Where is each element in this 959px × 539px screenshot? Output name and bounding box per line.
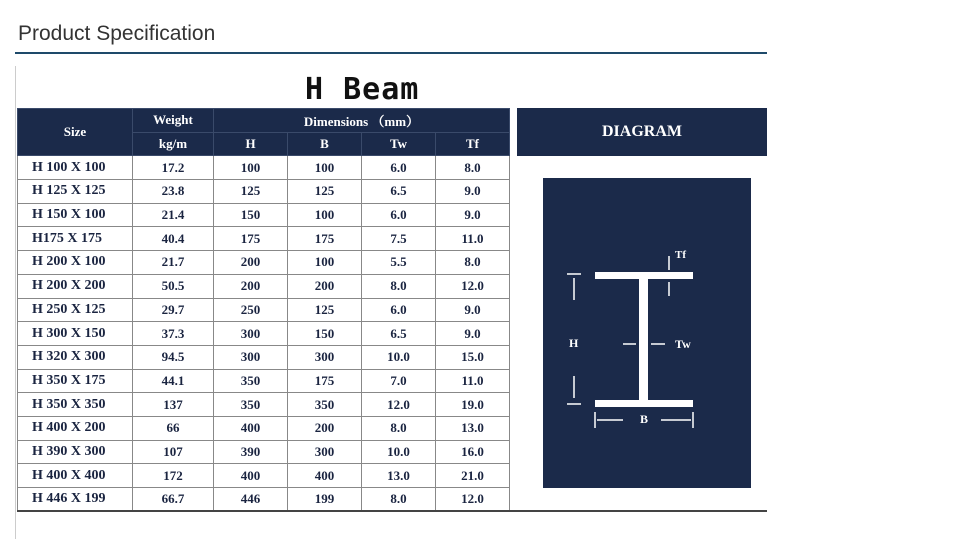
tw-cell: 6.0 (362, 298, 436, 322)
spec-table (17, 108, 510, 512)
weight-cell: 40.4 (133, 227, 214, 251)
weight-cell: 172 (133, 464, 214, 488)
tw-cell: 8.0 (362, 488, 436, 512)
b-cell: 300 (288, 440, 362, 464)
header-b: B (288, 132, 362, 156)
tf-cell: 11.0 (436, 369, 510, 393)
size-cell: H 400 X 400 (18, 464, 133, 488)
b-cell: 100 (288, 203, 362, 227)
header-weight: Weight (133, 109, 214, 133)
header-dimensions: Dimensions （mm） (214, 109, 510, 133)
tf-cell: 9.0 (436, 298, 510, 322)
tf-cell: 9.0 (436, 203, 510, 227)
header-tf: Tf (436, 132, 510, 156)
tw-cell: 8.0 (362, 274, 436, 298)
weight-cell: 137 (133, 393, 214, 417)
h-cell: 150 (214, 203, 288, 227)
size-cell: H 446 X 199 (18, 488, 133, 512)
size-cell: H 100 X 100 (18, 156, 133, 180)
table-row (18, 440, 510, 464)
table-row (18, 180, 510, 204)
size-cell: H 150 X 100 (18, 203, 133, 227)
table-row (18, 203, 510, 227)
h-beam-diagram (543, 178, 751, 488)
tw-cell: 8.0 (362, 416, 436, 440)
b-cell: 350 (288, 393, 362, 417)
weight-cell: 66.7 (133, 488, 214, 512)
table-row (18, 274, 510, 298)
table-row (18, 369, 510, 393)
tf-cell: 21.0 (436, 464, 510, 488)
h-cell: 200 (214, 251, 288, 275)
b-cell: 125 (288, 180, 362, 204)
size-cell: H 350 X 175 (18, 369, 133, 393)
size-cell: H 200 X 100 (18, 251, 133, 275)
h-cell: 400 (214, 416, 288, 440)
weight-cell: 37.3 (133, 322, 214, 346)
weight-cell: 107 (133, 440, 214, 464)
header-h: H (214, 132, 288, 156)
weight-cell: 44.1 (133, 369, 214, 393)
b-cell: 200 (288, 416, 362, 440)
page-title: Product Specification (18, 22, 216, 45)
table-row (18, 156, 510, 180)
h-cell: 350 (214, 369, 288, 393)
table-row (18, 227, 510, 251)
table-row (18, 393, 510, 417)
tw-cell: 10.0 (362, 440, 436, 464)
b-cell: 150 (288, 322, 362, 346)
size-cell: H 350 X 350 (18, 393, 133, 417)
header-tw: Tw (362, 132, 436, 156)
tf-mark: Tf (675, 249, 686, 261)
h-cell: 200 (214, 274, 288, 298)
tw-cell: 5.5 (362, 251, 436, 275)
h-cell: 125 (214, 180, 288, 204)
tw-cell: 12.0 (362, 393, 436, 417)
h-cell: 390 (214, 440, 288, 464)
diagram-header: DIAGRAM (517, 108, 767, 156)
weight-cell: 94.5 (133, 345, 214, 369)
b-cell: 400 (288, 464, 362, 488)
tw-cell: 6.5 (362, 180, 436, 204)
tf-cell: 8.0 (436, 251, 510, 275)
table-row (18, 464, 510, 488)
tw-mark: Tw (675, 337, 691, 351)
tf-cell: 8.0 (436, 156, 510, 180)
tf-cell: 9.0 (436, 180, 510, 204)
h-mark: H (569, 336, 579, 350)
weight-cell: 66 (133, 416, 214, 440)
b-cell: 199 (288, 488, 362, 512)
title-underline (15, 52, 767, 54)
weight-cell: 23.8 (133, 180, 214, 204)
size-cell: H 400 X 200 (18, 416, 133, 440)
tw-cell: 7.0 (362, 369, 436, 393)
b-cell: 100 (288, 156, 362, 180)
size-cell: H175 X 175 (18, 227, 133, 251)
table-row (18, 322, 510, 346)
b-cell: 175 (288, 369, 362, 393)
b-cell: 300 (288, 345, 362, 369)
weight-cell: 21.7 (133, 251, 214, 275)
header-unit: kg/m (133, 132, 214, 156)
b-mark: B (640, 412, 649, 426)
weight-cell: 21.4 (133, 203, 214, 227)
tf-cell: 19.0 (436, 393, 510, 417)
tw-cell: 7.5 (362, 227, 436, 251)
tf-cell: 11.0 (436, 227, 510, 251)
tw-cell: 6.0 (362, 203, 436, 227)
size-cell: H 390 X 300 (18, 440, 133, 464)
h-cell: 250 (214, 298, 288, 322)
tf-cell: 9.0 (436, 322, 510, 346)
table-row (18, 488, 510, 512)
size-cell: H 320 X 300 (18, 345, 133, 369)
tf-cell: 12.0 (436, 274, 510, 298)
tw-cell: 6.0 (362, 156, 436, 180)
table-row (18, 345, 510, 369)
tw-cell: 13.0 (362, 464, 436, 488)
h-cell: 175 (214, 227, 288, 251)
b-cell: 200 (288, 274, 362, 298)
size-cell: H 300 X 150 (18, 322, 133, 346)
tf-cell: 12.0 (436, 488, 510, 512)
h-cell: 300 (214, 322, 288, 346)
h-cell: 350 (214, 393, 288, 417)
weight-cell: 29.7 (133, 298, 214, 322)
weight-cell: 50.5 (133, 274, 214, 298)
table-bottom-border (17, 510, 767, 512)
h-cell: 100 (214, 156, 288, 180)
size-cell: H 200 X 200 (18, 274, 133, 298)
tf-cell: 15.0 (436, 345, 510, 369)
divider (15, 66, 16, 539)
b-cell: 175 (288, 227, 362, 251)
tw-cell: 6.5 (362, 322, 436, 346)
tw-cell: 10.0 (362, 345, 436, 369)
image-heading: H Beam (305, 72, 420, 107)
size-cell: H 125 X 125 (18, 180, 133, 204)
weight-cell: 17.2 (133, 156, 214, 180)
tf-cell: 13.0 (436, 416, 510, 440)
b-cell: 100 (288, 251, 362, 275)
h-cell: 400 (214, 464, 288, 488)
header-size: Size (18, 109, 133, 156)
b-cell: 125 (288, 298, 362, 322)
size-cell: H 250 X 125 (18, 298, 133, 322)
h-cell: 300 (214, 345, 288, 369)
tf-cell: 16.0 (436, 440, 510, 464)
table-row (18, 298, 510, 322)
table-row (18, 251, 510, 275)
h-cell: 446 (214, 488, 288, 512)
table-row (18, 416, 510, 440)
